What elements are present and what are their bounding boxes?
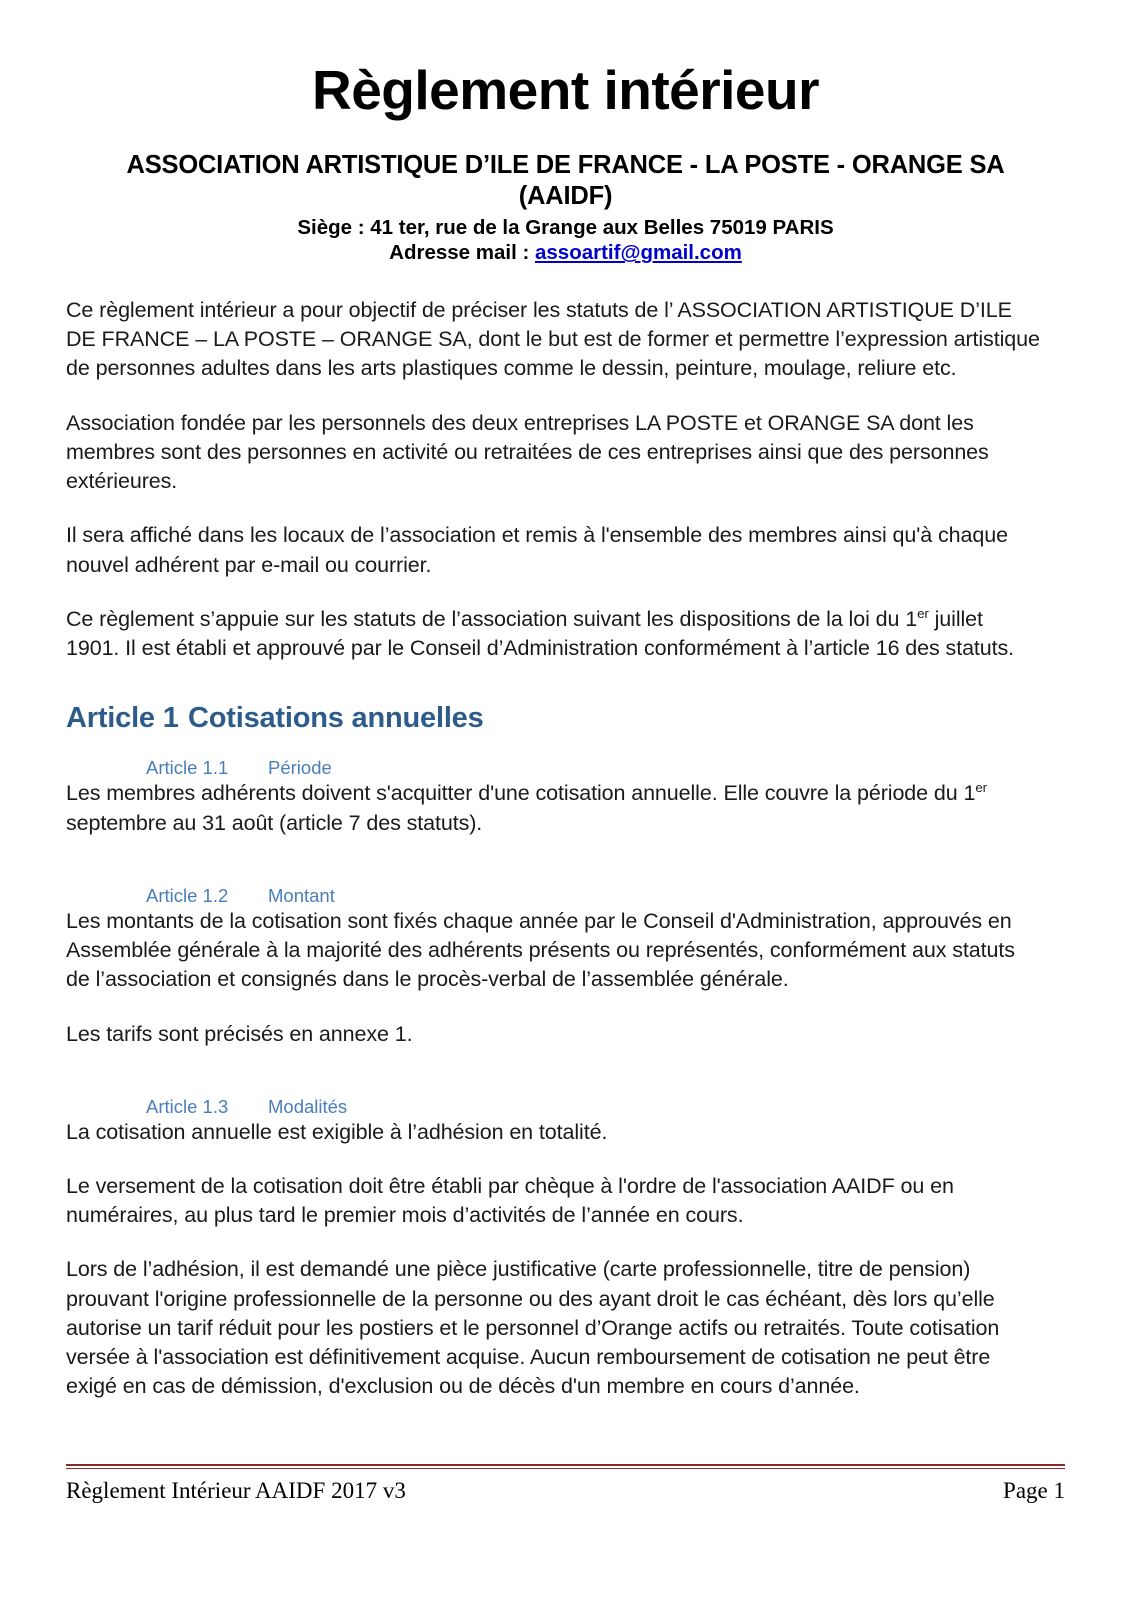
organization-address: Siège : 41 ter, rue de la Grange aux Belles 75019 PARIS xyxy=(297,215,834,239)
intro-paragraph-4-text-b: juillet 1901. Il est établi et approuvé par le Conseil d’Administration conformément à l’article 16 des statuts. xyxy=(66,606,1015,661)
ordinal-suffix-er: er xyxy=(917,605,929,621)
heading-article-1-2 xyxy=(66,863,1041,907)
footer-page-number: Page 1 xyxy=(1003,1478,1065,1503)
document-body xyxy=(66,296,1041,1427)
intro-paragraph-2: Association fondée par les personnels des deux entreprises LA POSTE et ORANGE SA dont les membres sont des personnes en activité ou retraitées de ces entreprises ainsi que des personnes extérieures. xyxy=(66,410,989,494)
organization-name-line1: ASSOCIATION ARTISTIQUE D’ILE DE FRANCE - LA POSTE - ORANGE SA xyxy=(126,150,1005,179)
intro-paragraph-3: Il sera affiché dans les locaux de l’association et remis à l'ensemble des membres ainsi qu'à chaque nouvel adhérent par e-mail ou courrier. xyxy=(66,523,1008,577)
article-1-3-paragraph-2: Le versement de la cotisation doit être établi par chèque à l'ordre de l'association AAIDF ou en numéraires, au plus tard le premier mois d’activités de l’année en cours. xyxy=(66,1173,954,1228)
article-1-2-paragraph-2: Les tarifs sont précisés en annexe 1. xyxy=(66,1021,413,1046)
document-title: Règlement intérieur xyxy=(311,59,819,121)
heading-article-1 xyxy=(66,688,1041,735)
footer-divider xyxy=(66,1464,1065,1469)
heading-article-1-2-title: Montant xyxy=(268,884,335,906)
footer-row xyxy=(66,1478,1065,1504)
intro-paragraph-1: Ce règlement intérieur a pour objectif de préciser les statuts de l’ ASSOCIATION ARTISTIQUE D’ILE DE FRANCE – LA POSTE – ORANGE SA, dont le but est de former et permettre l’expression artistique de personnes adultes dans les arts plastiques comme le dessin, peinture, moulage, reliure etc. xyxy=(66,298,1040,381)
heading-article-1-3 xyxy=(66,1074,1041,1118)
organization-name-line2: (AAIDF) xyxy=(518,181,613,210)
article-1-1-paragraph-1 xyxy=(66,779,1041,837)
heading-article-1-3-number: Article 1.3 xyxy=(146,1095,229,1117)
heading-article-1-1-title: Période xyxy=(268,757,332,779)
article-1-1-text-a: Les membres adhérents doivent s'acquitter d'une cotisation annuelle. Elle couvre la période du 1 xyxy=(66,781,976,806)
heading-article-1-1 xyxy=(66,735,1041,779)
heading-article-1-3-title: Modalités xyxy=(268,1095,348,1117)
organization-mail-row xyxy=(0,240,1131,265)
footer-document-reference: Règlement Intérieur AAIDF 2017 v3 xyxy=(66,1478,406,1503)
heading-article-1-title: Cotisations annuelles xyxy=(188,702,484,735)
intro-paragraph-4-text-a: Ce règlement s’appuie sur les statuts de l’association suivant les dispositions de la loi du 1 xyxy=(66,606,918,631)
article-1-3-paragraph-1: La cotisation annuelle est exigible à l’adhésion en totalité. xyxy=(66,1119,608,1144)
article-1-2-paragraph-1: Les montants de la cotisation sont fixés chaque année par le Conseil d'Administration, approuvés en Assemblée générale à la majorité des adhérents présents ou représentés, conformément aux statuts de l’association et consignés dans le procès-verbal de l’assemblée générale. xyxy=(66,908,1015,992)
organization-header xyxy=(0,120,1131,266)
mail-label: Adresse mail : xyxy=(389,241,535,265)
page-footer xyxy=(66,1464,1065,1504)
heading-article-1-2-number: Article 1.2 xyxy=(146,884,229,906)
email-link[interactable]: assoartif@gmail.com xyxy=(535,241,742,265)
article-1-3-paragraph-3: Lors de l’adhésion, il est demandé une pièce justificative (carte professionnelle, titre de pension) prouvant l'origine professionnelle de la personne ou des ayant droit le cas échéant, dès lors qu’elle autorise un tarif réduit pour les postiers et le personnel d’Orange actifs ou retraités. Toute cotisation versée à l'association est définitivement acquise. Aucun remboursement de cotisation ne peut être exigé en cas de démission, d'exclusion ou de décès d'un membre en cours d’année. xyxy=(66,1257,1000,1399)
ordinal-suffix-er: er xyxy=(975,780,987,796)
article-1-1-text-b: septembre au 31 août (article 7 des statuts). xyxy=(66,810,483,835)
heading-article-1-1-number: Article 1.1 xyxy=(146,757,229,779)
heading-article-1-number: Article 1 xyxy=(66,702,179,735)
intro-paragraph-4 xyxy=(66,605,1041,663)
